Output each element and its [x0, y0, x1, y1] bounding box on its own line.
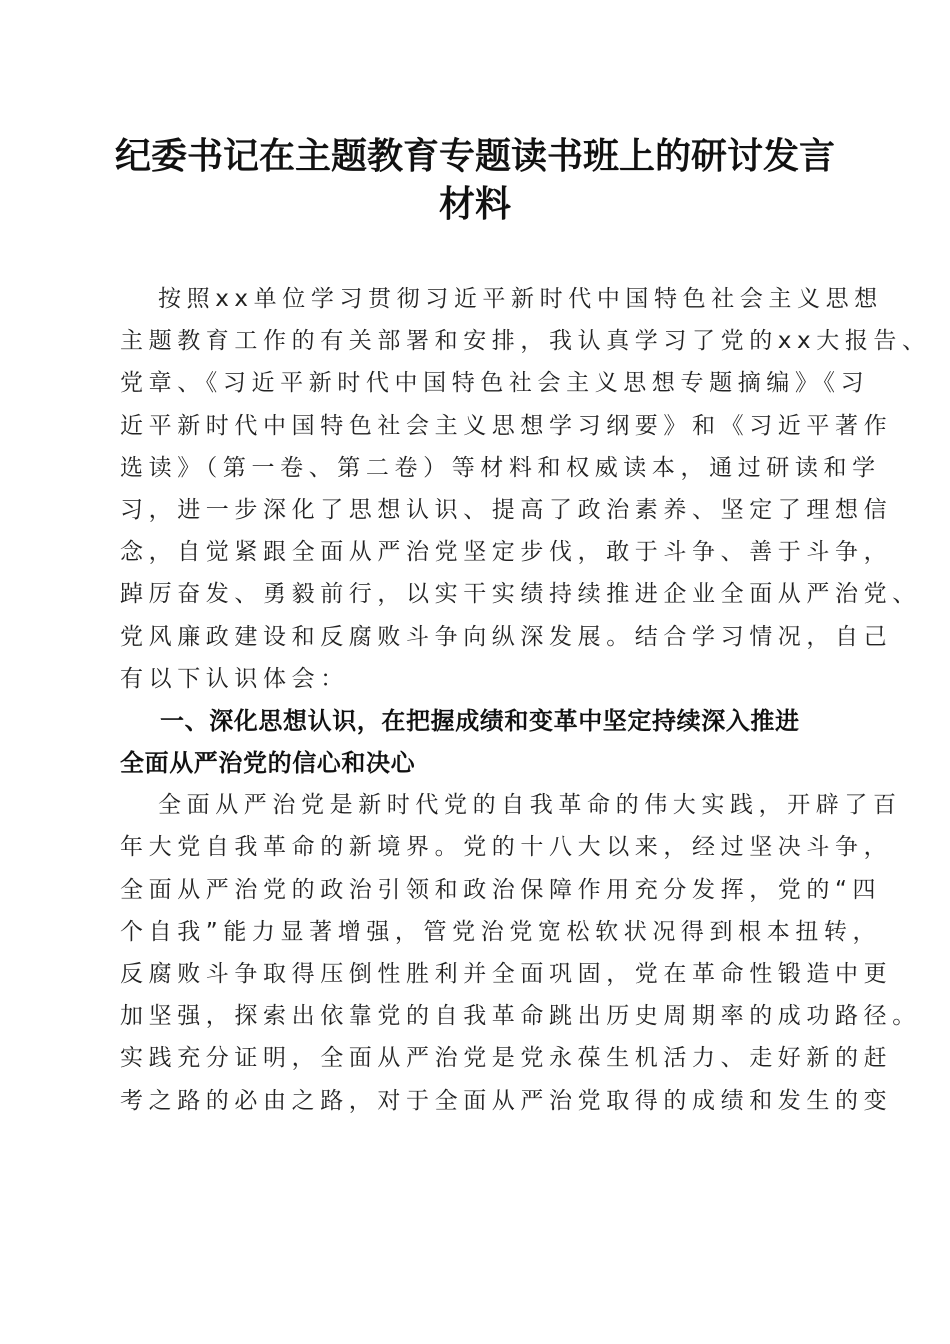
text-line: 有以下认识体会： [120, 665, 349, 692]
text-line: 按照xx单位学习贯彻习近平新时代中国特色社会主义思想 [158, 286, 883, 312]
text-line: 选读》（第一卷、第二卷）等材料和权威读本，通过研读和学 [120, 454, 881, 481]
title-line-2: 材料 [438, 183, 511, 225]
text-line: 习，进一步深化了思想认识、提高了政治素养、坚定了理想信 [120, 496, 893, 523]
text-line: 反腐败斗争取得压倒性胜利并全面巩固，党在革命性锻造中更 [120, 961, 893, 987]
text-line: 踔厉奋发、勇毅前行，以实干实绩持续推进企业全面从严治党、 [120, 581, 921, 608]
text-line: 全面从严治党是新时代党的自我革命的伟大实践，开辟了百 [158, 792, 902, 819]
text-line: 近平新时代中国特色社会主义思想学习纲要》和《习近平著作 [120, 412, 893, 439]
text-line: 考之路的必由之路，对于全面从严治党取得的成绩和发生的变 [120, 1087, 893, 1114]
section-heading-1 [120, 700, 850, 784]
heading-line: 一、深化思想认识，在把握成绩和变革中坚定持续深入推进 [160, 706, 800, 735]
text-line: 党风廉政建设和反腐败斗争向纵深发展。结合学习情况，自己 [120, 623, 893, 650]
paragraph-section-1 [120, 784, 921, 1122]
text-line: 念，自觉紧跟全面从严治党坚定步伐，敢于斗争、善于斗争， [120, 539, 893, 566]
text-line: 实践充分证明，全面从严治党是党永葆生机活力、走好新的赶 [120, 1045, 893, 1072]
text-line: 加坚强，探索出依靠党的自我革命跳出历史周期率的成功路径。 [120, 1003, 921, 1030]
text-line: 全面从严治党的政治引领和政治保障作用充分发挥，党的“四 [120, 876, 882, 903]
document-title [0, 132, 950, 228]
paragraph-intro [120, 278, 931, 700]
text-line: 党章、《习近平新时代中国特色社会主义思想专题摘编》《习 [120, 370, 870, 397]
title-line-1: 纪委书记在主题教育专题读书班上的研讨发言 [114, 135, 835, 177]
text-line: 年大党自我革命的新境界。党的十八大以来，经过坚决斗争， [120, 834, 893, 861]
document-body [120, 278, 931, 1122]
text-line: 个自我”能力显著增强，管党治党宽松软状况得到根本扭转， [120, 918, 882, 945]
text-line: 主题教育工作的有关部署和安排，我认真学习了党的xx大报告、 [120, 328, 931, 355]
heading-line: 全面从严治党的信心和决心 [120, 749, 416, 778]
